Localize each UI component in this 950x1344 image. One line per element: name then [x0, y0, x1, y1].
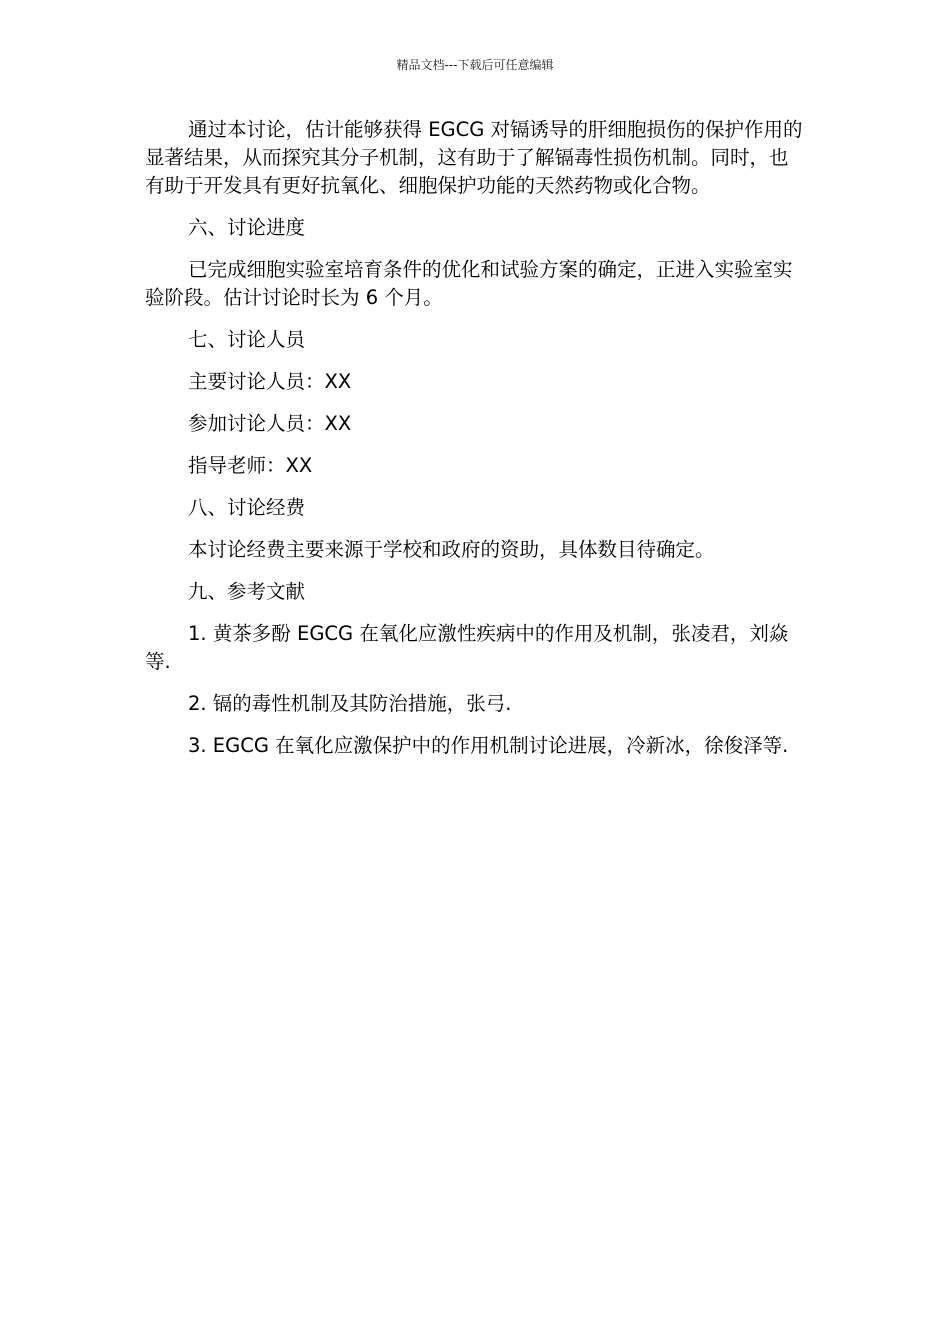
reference-item: 2. 镉的毒性机制及其防治措施，张弓. — [188, 692, 512, 715]
section-heading-funding: 八、讨论经费 — [188, 496, 306, 519]
section-heading-personnel: 七、讨论人员 — [188, 328, 306, 351]
main-researchers-line: 主要讨论人员：XX — [188, 370, 352, 393]
section-heading-progress: 六、讨论进度 — [188, 216, 306, 239]
progress-paragraph: 已完成细胞实验室培育条件的优化和试验方案的确定，正进入实验室实验阶段。估计讨论时长为 6 个月。 — [145, 258, 793, 309]
participants-line: 参加讨论人员：XX — [188, 412, 352, 435]
reference-item: 1. 黄茶多酚 EGCG 在氧化应激性疾病中的作用及机制，张凌君，刘焱等. — [145, 622, 789, 673]
reference-item: 3. EGCG 在氧化应激保护中的作用机制讨论进展，冷新冰，徐俊泽等. — [188, 734, 789, 757]
page-header: 精品文档---下载后可任意编辑 — [396, 58, 554, 72]
intro-paragraph: 通过本讨论，估计能够获得 EGCG 对镉诱导的肝细胞损伤的保护作用的显著结果，从而探究其分子机制，这有助于了解镉毒性损伤机制。同时，也有助于开发具有更好抗氧化、细胞保护功能的天然药物或化合物。 — [145, 118, 803, 197]
advisor-line: 指导老师：XX — [188, 454, 313, 477]
funding-paragraph: 本讨论经费主要来源于学校和政府的资助，具体数目待确定。 — [188, 538, 715, 561]
section-heading-references: 九、参考文献 — [188, 580, 306, 603]
document-body — [145, 116, 805, 774]
